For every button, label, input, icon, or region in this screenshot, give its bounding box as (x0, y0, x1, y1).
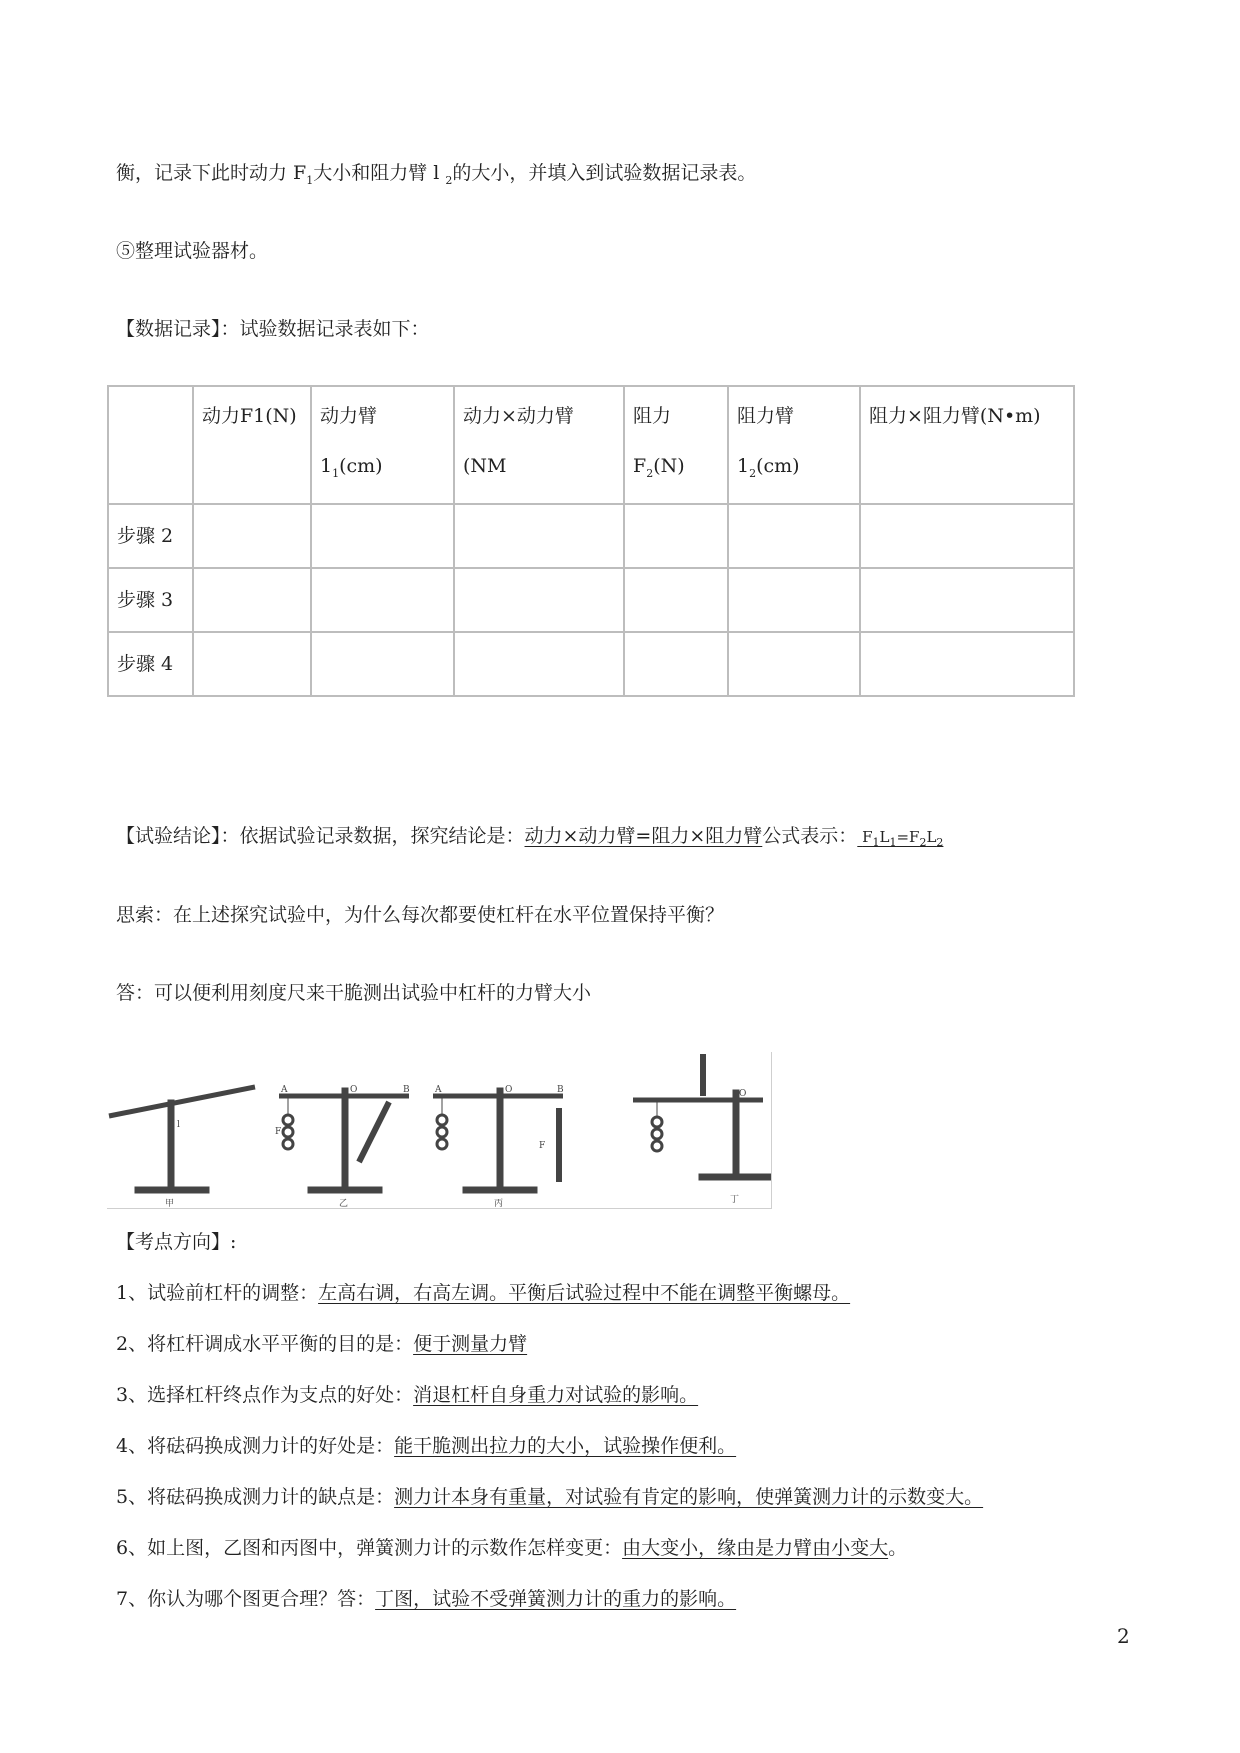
header-cell: 阻力 $F_2(N)$ (624, 386, 728, 504)
lever-diagrams (107, 1052, 771, 1208)
weight (652, 1117, 662, 1127)
table-cell (193, 568, 311, 632)
table-row (108, 568, 1074, 632)
row-label: 步骤 3 (108, 568, 193, 632)
answer-text: 答：可以便利用刻度尺来干脆测出试验中杠杆的力臂大小 (116, 982, 592, 1004)
header-cell: 阻力臂 $1_2(cm)$ (728, 386, 860, 504)
intro-text-c: 的大小，并填入到试验数据记录表。 (452, 162, 757, 184)
stand-pole (168, 1100, 174, 1188)
conclusion-answer: 动力×动力臂=阻力×阻力臂 (524, 825, 763, 847)
stand-base (699, 1174, 771, 1180)
weight (283, 1139, 293, 1149)
row-label: 步骤 2 (108, 504, 193, 568)
table-cell (193, 632, 311, 696)
label-f: F (539, 1141, 546, 1151)
label-a: A (435, 1085, 442, 1095)
step5-text: ⑤整理试验器材。 (116, 240, 269, 262)
lever-diagram-jia (109, 1087, 255, 1208)
weight (437, 1127, 447, 1137)
key-point-2: 2、将杠杆调成水平平衡的目的是：便于测量力臂 (116, 1333, 528, 1355)
weight (283, 1115, 293, 1125)
key-point-4: 4、将砝码换成测力计的好处是：能干脆测出拉力的大小，试验操作便利。 (116, 1435, 737, 1457)
lever-diagram-yi (275, 1085, 410, 1208)
weight (283, 1127, 293, 1137)
header-cell: 阻力×阻力臂(N•m) (860, 386, 1074, 504)
key-point-7: 7、你认为哪个图更合理？答：丁图，试验不受弹簧测力计的重力的影响。 (116, 1588, 737, 1610)
caption-yi: 乙 (339, 1199, 349, 1208)
lever-bar (109, 1087, 255, 1116)
spring-scale (359, 1102, 389, 1162)
stand-pole (733, 1090, 739, 1176)
label-b: B (403, 1085, 410, 1095)
weight (652, 1129, 662, 1139)
stand-pole (497, 1088, 503, 1188)
label-o: O (505, 1085, 513, 1095)
table-header-row (108, 386, 1074, 504)
table-cell (311, 504, 454, 568)
stand-base (135, 1187, 209, 1193)
formula-answer: $F_1L_1=F_2L_2$ (862, 828, 944, 849)
key-point-1: 1、试验前杠杆的调整：左高右调，右高左调。平衡后试验过程中不能在调整平衡螺母。 (116, 1282, 851, 1304)
table-cell (624, 568, 728, 632)
table-cell (728, 504, 860, 568)
header-cell: 动力臂 $1_1(cm)$ (311, 386, 454, 504)
table-cell (860, 504, 1074, 568)
label-o: O (350, 1085, 358, 1095)
header-cell: 动力×动力臂 (NM (454, 386, 624, 504)
table-cell (860, 568, 1074, 632)
table-cell (728, 568, 860, 632)
stand-pole (342, 1088, 348, 1188)
label-a: A (281, 1085, 288, 1095)
caption-jia: 甲 (165, 1199, 175, 1208)
intro-sub-a: 1 (306, 173, 314, 187)
data-record-table (107, 385, 1075, 697)
label-b: B (557, 1085, 564, 1095)
page-number: 2 (1117, 1624, 1130, 1648)
table-cell (311, 568, 454, 632)
conclusion-prefix: 【试验结论】：依据试验记录数据，探究结论是： (116, 825, 525, 847)
header-cell: 动力F1(N) (193, 386, 311, 504)
row-label: 步骤 4 (108, 632, 193, 696)
label-o: O (739, 1089, 747, 1099)
intro-sub-b: 2 (445, 173, 453, 187)
table-cell (454, 568, 624, 632)
formula-label: 公式表示： (762, 825, 858, 847)
label-f: F (275, 1127, 282, 1137)
data-record-label: 【数据记录】：试验数据记录表如下： (116, 318, 430, 340)
table-cell (860, 632, 1074, 696)
table-row (108, 632, 1074, 696)
conclusion-line (116, 823, 943, 856)
key-points-title: 【考点方向】: (116, 1231, 237, 1253)
key-point-6: 6、如上图，乙图和丙图中，弹簧测力计的示数作怎样变更：由大变小，缘由是力臂由小变大。 (116, 1537, 908, 1559)
table-cell (454, 632, 624, 696)
weight (437, 1139, 447, 1149)
weight (652, 1141, 662, 1151)
header-empty-cell (108, 386, 193, 504)
table-cell (728, 632, 860, 696)
table-cell (311, 632, 454, 696)
key-point-3: 3、选择杠杆终点作为支点的好处：消退杠杆自身重力对试验的影响。 (116, 1384, 699, 1406)
stand-base (463, 1187, 537, 1193)
intro-line (116, 160, 756, 194)
table-cell (193, 504, 311, 568)
key-point-5: 5、将砝码换成测力计的缺点是：测力计本身有重量，对试验有肯定的影响，使弹簧测力计的示数变大。 (116, 1486, 984, 1508)
lever-diagram-bing (433, 1085, 564, 1208)
lever-experiment-figure (107, 1052, 772, 1209)
table-cell (454, 504, 624, 568)
stand-base (308, 1187, 382, 1193)
weight (437, 1115, 447, 1125)
label-l: l (177, 1120, 180, 1130)
caption-bing: 丙 (494, 1199, 504, 1208)
thinking-question: 思索：在上述探究试验中，为什么每次都要使杠杆在水平位置保持平衡？ (116, 904, 725, 926)
intro-text-a: 衡，记录下此时动力 F (116, 162, 307, 184)
table-row (108, 504, 1074, 568)
lever-diagram-ding (633, 1054, 771, 1205)
table-cell (624, 504, 728, 568)
caption-ding: 丁 (730, 1195, 740, 1205)
intro-text-b: 大小和阻力臂 l (313, 162, 446, 184)
table-cell (624, 632, 728, 696)
